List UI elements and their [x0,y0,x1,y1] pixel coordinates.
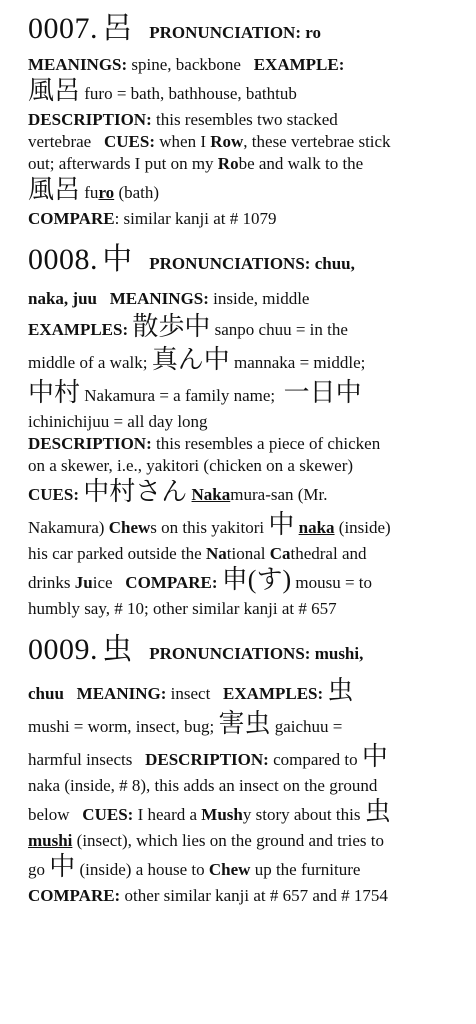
description-line [28,433,454,455]
cue-text: (inside) a house to [75,860,209,879]
entry-header [28,238,454,286]
cues-line [28,797,454,830]
example-kanji: 真ん中 [151,345,230,374]
cue-text: I heard a [137,805,202,824]
cue-bold: Ca [269,544,291,563]
label-examples: EXAMPLES: [223,684,324,703]
compare-line [28,208,454,230]
cue-bold: Chew [108,518,151,537]
examples-line-3 [28,378,454,411]
example-text: furo = bath, bathhouse, bathtub [84,84,297,103]
cue-kanji: 中 [49,852,76,881]
description-text-cont: on a skewer, i.e., yakitori (chicken on a skewer) [28,456,354,475]
example-text: mushi = worm, insect, bug; [28,717,215,736]
cue-bold: Ju [74,573,93,592]
compare-line-2 [28,598,454,620]
cue-text: be and walk to the [238,154,364,173]
example-text: middle of a walk; [28,353,148,372]
kanji-heading: 虫 [102,633,133,666]
entry-header [28,8,454,54]
cues-line-2 [28,830,454,852]
label-meanings: MEANINGS: [28,55,128,74]
cue-reading: fu [84,183,99,202]
description-line-2 [28,455,454,477]
cues-line [28,477,454,510]
example-text: harmful insects [28,750,133,769]
cue-reading-underlined: ro [98,183,115,202]
example-text: mannaka = middle; [233,353,366,372]
description-text-cont: vertebrae [28,132,92,151]
cue-text: out; afterwards I put on my [28,154,218,173]
entry-number: 0008. [28,243,98,276]
description-line [28,109,454,131]
entry-number: 0007. [28,12,98,45]
description-kanji: 中 [361,742,388,771]
cue-text: s on this yakitori [150,518,265,537]
label-description: DESCRIPTION: [28,434,152,453]
compare-line [28,885,454,907]
cue-underlined: mushi [28,831,73,850]
label-compare: COMPARE: [125,573,218,592]
cues-line [28,131,454,153]
entry-number: 0009. [28,633,98,666]
compare-kanji: 申(す) [221,565,292,594]
description-text-cont: below [28,805,70,824]
examples-line [28,709,454,742]
example-kanji: 一日中 [283,378,362,407]
entry-header [28,628,454,676]
example-text: gaichuu = [274,717,343,736]
meaning: insect [170,684,211,703]
cue-text: (inside) [334,518,391,537]
cue-bold: Mush [201,805,243,824]
cues-line-2 [28,510,454,543]
cue-bold: Na [205,544,227,563]
label-meanings: MEANINGS: [109,289,209,308]
cue-text: mura-san (Mr. [230,485,328,504]
entry-0008 [28,238,454,620]
pronunciation-cont: naka, juu [28,289,97,308]
cue-bold: Chew [208,860,251,879]
example-kanji: 散歩中 [132,312,211,341]
example-kanji: 中村 [28,378,81,407]
cue-text: drinks [28,573,75,592]
entry-0007 [28,8,454,230]
cue-reading: (bath) [114,183,160,202]
compare-text: other similar kanji at # 657 and # 1754 [124,886,388,905]
cue-kanji: 中 [268,510,295,539]
description-line [28,742,454,775]
label-description: DESCRIPTION: [28,110,152,129]
example-kanji: 害虫 [218,709,271,738]
cue-underlined: Naka [191,485,231,504]
cues-line-3 [28,175,454,208]
cue-text: go [28,860,45,879]
label-example: EXAMPLE: [253,55,345,74]
example-text: sanpo chuu = in the [214,320,348,339]
example-line [28,76,454,109]
meanings: inside, middle [213,289,310,308]
cue-kanji: 風呂 [28,175,81,204]
label-pronunciations: PRONUNCIATIONS: [149,254,311,273]
compare-text: humbly say, # 10; other similar kanji at # 657 [28,599,337,618]
kanji-heading: 中 [102,243,133,276]
cue-text: (insect), which lies on the ground and tries to [72,831,385,850]
compare-text: : similar kanji at # 1079 [114,209,277,228]
cue-text: tional [226,544,270,563]
label-description: DESCRIPTION: [145,750,269,769]
label-pronunciations: PRONUNCIATIONS: [149,644,311,663]
examples-line-4 [28,411,454,433]
label-compare: COMPARE [28,209,115,228]
example-kanji: 虫 [327,676,354,705]
cues-line-3 [28,543,454,565]
label-examples: EXAMPLES: [28,320,129,339]
label-compare: COMPARE: [28,886,121,905]
description-line-2 [28,775,454,797]
cue-text: his car parked outside the [28,544,206,563]
entry-0009 [28,628,454,907]
description-text: this resembles two stacked [156,110,338,129]
examples-line-2 [28,345,454,378]
meanings-line [28,54,454,76]
compare-text: mousu = to [295,573,373,592]
example-text: Nakamura = a family name; [84,386,276,405]
label-pronunciation: PRONUNCIATION: [149,23,301,42]
cue-kanji: 中村さん [83,477,188,506]
label-cues: CUES: [28,485,80,504]
cue-text: when I [159,132,211,151]
example-text: ichinichijuu = all day long [28,412,208,431]
label-meaning: MEANING: [76,684,167,703]
meanings: spine, backbone [131,55,241,74]
examples-line [28,312,454,345]
cue-underlined: naka [298,518,335,537]
label-cues: CUES: [82,805,134,824]
meaning-line [28,676,454,709]
cue-text: up the furniture [250,860,361,879]
example-kanji: 風呂 [28,76,81,105]
cue-text: Nakamura) [28,518,109,537]
cue-text: y story about this [242,805,361,824]
pronunciation: chuu, [314,254,355,273]
cue-text: , these vertebrae stick [243,132,391,151]
pronunciation: mushi, [314,644,364,663]
cues-line-2 [28,153,454,175]
kanji-heading: 呂 [102,12,133,45]
description-text: compared to [273,750,358,769]
meanings-line [28,286,454,312]
cue-bold: Ro [217,154,239,173]
cues-line-3 [28,852,454,885]
cue-kanji: 虫 [364,797,391,826]
label-cues: CUES: [103,132,155,151]
description-text-cont: naka (inside, # 8), this adds an insect on the ground [28,776,378,795]
compare-line [28,565,454,598]
cue-text: thedral and [290,544,367,563]
pronunciation-cont: chuu [28,684,64,703]
cue-text: ice [92,573,113,592]
description-text: this resembles a piece of chicken [156,434,381,453]
pronunciation: ro [305,23,321,42]
cue-bold: Row [210,132,244,151]
